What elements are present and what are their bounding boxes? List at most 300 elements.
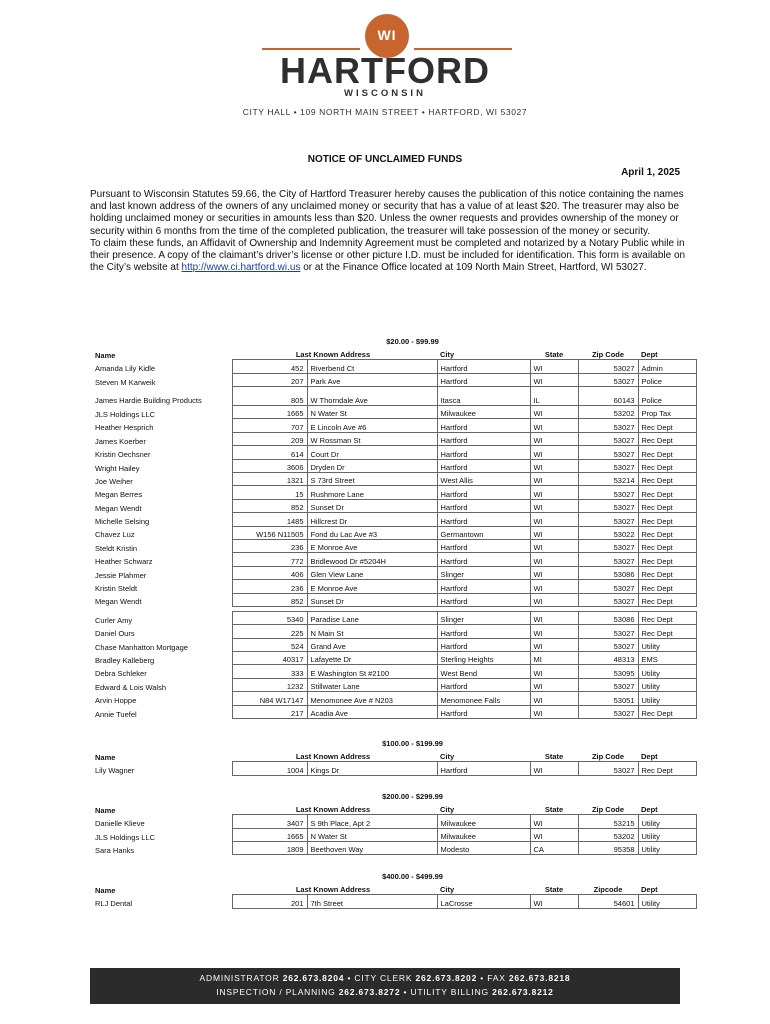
table-cell: WI [530,638,578,651]
contact-label: FAX [487,973,506,983]
table-row [92,665,696,678]
table-cell: Hartford [437,513,530,526]
table-row [92,611,696,624]
table-cell: WI [530,432,578,445]
notice-body [90,189,688,274]
table-cell: Arvin Hoppe [95,696,137,706]
table-cell: Megan Wendt [95,597,142,607]
table-cell: Chase Manhatton Mortgage [95,642,188,652]
table-cell: WI [530,406,578,419]
table-cell: Riverbend Ct [307,360,437,373]
seal-text: WI [377,27,397,43]
table-cell: Glen View Lane [307,566,437,579]
table-cell: 53027 [578,678,638,691]
table-cell: Rec Dept [638,566,696,579]
table-cell: Kristin Steldt [95,584,138,594]
table-cell: Hartford [437,459,530,472]
table-cell: 53202 [578,406,638,419]
table-cell: 40317 [232,652,307,665]
contact-phone: 262.673.8218 [508,973,571,983]
table-row [92,432,696,445]
table-cell: 236 [232,580,307,593]
contact-label: CITY CLERK [354,973,413,983]
table-cell: Rushmore Lane [307,486,437,499]
table-cell: Hartford [437,446,530,459]
table-cell: Beethoven Way [307,842,437,855]
table-cell: 1232 [232,678,307,691]
city-hall-address: CITY HALL • 109 NORTH MAIN STREET • HARTFORD, WI 53027 [242,107,528,117]
table-cell: Bridlewood Dr #5204H [307,553,437,566]
table-cell: Curler Amy [95,615,133,625]
table-row [92,842,696,855]
table-cell: Slinger [437,611,530,624]
table-cell: Amanda Lily Kidle [95,364,156,374]
contact-label: INSPECTION / PLANNING [216,987,336,997]
city-website-link[interactable]: http://www.ci.hartford.wi.us [181,262,301,274]
table-cell: Utility [638,678,696,691]
table-cell: WI [530,473,578,486]
table-cell: Bradley Kalleberg [95,655,155,665]
table-row [92,625,696,638]
table-cell: Lily Wagner [95,766,135,776]
table-cell: 53215 [578,815,638,828]
table-cell: Sunset Dr [307,499,437,512]
table-cell: WI [530,486,578,499]
table-cell: 53022 [578,526,638,539]
column-header: State [544,752,564,762]
table-cell: 53027 [578,638,638,651]
table-cell: 1004 [232,762,307,775]
column-header: City [440,752,455,762]
table-cell: S 9th Place, Apt 2 [307,815,437,828]
table-cell: Milwaukee [437,828,530,841]
funds-table-2 [92,735,697,776]
table-row [92,762,696,775]
column-header: Name [95,885,116,895]
table-cell: 1485 [232,513,307,526]
column-header: Last Known Address [295,885,371,895]
table-cell: 53027 [578,539,638,552]
notice-paragraph-2 [90,238,688,275]
table-cell: 53027 [578,499,638,512]
table-row [92,526,696,539]
table-cell: Chavez Luz [95,530,135,540]
table-cell: 53027 [578,593,638,606]
column-header: City [440,885,455,895]
table-cell: WI [530,446,578,459]
table-cell: Megan Berres [95,490,143,500]
table-cell: Hartford [437,762,530,775]
table-cell: Utility [638,815,696,828]
table-row [92,513,696,526]
table-cell: 201 [232,895,307,908]
table-cell: 5340 [232,611,307,624]
table-row [92,705,696,718]
table-cell: WI [530,459,578,472]
table-cell: Park Ave [307,373,437,386]
column-header: State [544,350,564,360]
table-cell: JLS Holdings LLC [95,832,156,842]
table-cell: Rec Dept [638,499,696,512]
table-cell: 53027 [578,553,638,566]
table-cell: WI [530,539,578,552]
table-row [92,473,696,486]
contact-phone: 262.673.8272 [338,987,401,997]
contact-label: UTILITY BILLING [410,987,489,997]
table-cell: WI [530,373,578,386]
table-cell: Heather Schwarz [95,557,153,567]
table-cell: 53051 [578,692,638,705]
table-cell: Rec Dept [638,432,696,445]
table-cell: 852 [232,499,307,512]
table-cell: 53027 [578,513,638,526]
table-cell: James Koerber [95,436,146,446]
table-cell: 53214 [578,473,638,486]
table-cell: 53027 [578,459,638,472]
column-header-row [92,801,696,814]
column-header-row [92,881,696,894]
table-cell: 53027 [578,486,638,499]
table-cell: Edward & Lois Walsh [95,682,167,692]
table-cell: Rec Dept [638,526,696,539]
table-cell: 48313 [578,652,638,665]
table-cell: E Monroe Ave [307,539,437,552]
table-cell: Hartford [437,625,530,638]
table-cell: WI [530,580,578,593]
table-cell: Rec Dept [638,611,696,624]
table-cell: CA [530,842,578,855]
table-cell: Modesto [437,842,530,855]
table-cell: 7th Street [307,895,437,908]
funds-table-4 [92,868,697,909]
amount-range-heading: $20.00 - $99.99 [386,337,439,347]
table-row [92,553,696,566]
table-cell: Slinger [437,566,530,579]
table-cell: Jessie Plahmer [95,570,147,580]
amount-range-row [92,788,696,801]
table-cell: Utility [638,692,696,705]
table-cell: Daniel Ours [95,629,135,639]
table-cell: Itasca [437,387,530,406]
table-cell: WI [530,566,578,579]
table-cell: 53095 [578,665,638,678]
table-cell: 53086 [578,611,638,624]
table-cell: 772 [232,553,307,566]
table-cell: WI [530,762,578,775]
table-row [92,692,696,705]
column-header: Name [95,752,116,762]
table-cell: Hartford [437,432,530,445]
table-cell: E Washington St #2100 [307,665,437,678]
table-cell: Hartford [437,638,530,651]
table-row [92,566,696,579]
table-cell: Joe Weiher [95,476,133,486]
table-row [92,360,696,373]
column-header: State [544,885,564,895]
table-cell: WI [530,593,578,606]
table-row [92,499,696,512]
amount-range-heading: $400.00 - $499.99 [382,872,443,882]
table-cell: 3606 [232,459,307,472]
column-header: Last Known Address [295,350,371,360]
table-cell: 1809 [232,842,307,855]
notice-title: NOTICE OF UNCLAIMED FUNDS [307,154,463,165]
column-header: City [440,350,455,360]
table-cell: WI [530,692,578,705]
table-cell: 852 [232,593,307,606]
table-cell: Rec Dept [638,446,696,459]
table-row [92,539,696,552]
table-cell: 54601 [578,895,638,908]
table-cell: 236 [232,539,307,552]
table-cell: WI [530,360,578,373]
table-cell: Hartford [437,499,530,512]
table-cell: 225 [232,625,307,638]
table-cell: Rec Dept [638,486,696,499]
table-row [92,593,696,606]
column-header: Dept [641,752,658,762]
table-cell: Annie Tuefel [95,709,137,719]
table-cell: N Water St [307,828,437,841]
table-cell: Hartford [437,486,530,499]
table-cell: N Water St [307,406,437,419]
contact-label: ADMINISTRATOR [199,973,280,983]
table-cell: MI [530,652,578,665]
table-cell: LaCrosse [437,895,530,908]
table-cell: 217 [232,705,307,718]
table-cell: Grand Ave [307,638,437,651]
table-cell: 1665 [232,406,307,419]
column-header: Zipcode [593,885,623,895]
table-cell: WI [530,513,578,526]
table-row [92,446,696,459]
table-cell: WI [530,526,578,539]
table-cell: 207 [232,373,307,386]
table-cell: Acadia Ave [307,705,437,718]
table-cell: 53027 [578,432,638,445]
table-cell: Rec Dept [638,705,696,718]
table-cell: N Main St [307,625,437,638]
table-cell: 406 [232,566,307,579]
table-cell: WI [530,553,578,566]
table-cell: Hillcrest Dr [307,513,437,526]
table-cell: Hartford [437,373,530,386]
column-header: Last Known Address [295,805,371,815]
table-cell: 53027 [578,419,638,432]
table-cell: 53027 [578,705,638,718]
table-cell: IL [530,387,578,406]
amount-range-row [92,735,696,748]
table-cell: Michelle Selsing [95,517,150,527]
table-cell: 53027 [578,580,638,593]
table-cell: 1321 [232,473,307,486]
table-row [92,459,696,472]
table-cell: Police [638,373,696,386]
table-cell: James Hardie Building Products [95,396,202,406]
table-cell: Wright Hailey [95,463,140,473]
table-cell: Hartford [437,593,530,606]
table-cell: 452 [232,360,307,373]
column-header: Dept [641,885,658,895]
table-cell: S 73rd Street [307,473,437,486]
table-row [92,815,696,828]
table-cell: Rec Dept [638,553,696,566]
amount-range-heading: $200.00 - $299.99 [382,792,443,802]
table-cell: Rec Dept [638,539,696,552]
table-cell: 95358 [578,842,638,855]
table-cell: Sara Hanks [95,845,135,855]
table-cell: 60143 [578,387,638,406]
column-header: Zip Code [591,752,625,762]
table-row [92,828,696,841]
table-cell: Hartford [437,580,530,593]
table-cell: WI [530,895,578,908]
table-cell: Rec Dept [638,625,696,638]
table-cell: Steldt Kristin [95,543,138,553]
table-cell: WI [530,828,578,841]
table-cell: N84 W17147 [232,692,307,705]
contact-phone: 262.673.8204 [282,973,345,983]
amount-range-row [92,868,696,881]
table-row [92,373,696,386]
table-cell: Rec Dept [638,419,696,432]
amount-range-heading: $100.00 - $199.99 [382,739,443,749]
table-cell: Rec Dept [638,473,696,486]
notice-paragraph-1: Pursuant to Wisconsin Statutes 59.66, the City of Hartford Treasurer hereby causes the publication of this notice containing the names and last known address of the owners of any unclaimed money or security that has a value of at least $20. The treasurer may also be holding unclaimed money or securities in amounts less than $20. Unless the owner requests and provides ownership of the money or security within 6 months from the time of the completed publication, the treasurer will take possession of the money or security. [90,189,684,237]
column-header: Name [95,350,116,360]
table-cell: West Allis [437,473,530,486]
table-cell: W156 N11505 [232,526,307,539]
table-cell: W Rossman St [307,432,437,445]
table-cell: Hartford [437,553,530,566]
table-cell: WI [530,499,578,512]
table-cell: Hartford [437,705,530,718]
column-header: City [440,805,455,815]
table-cell: Kristin Oechsner [95,450,151,460]
table-cell: Hartford [437,678,530,691]
table-cell: Rec Dept [638,459,696,472]
table-row [92,895,696,908]
table-cell: Rec Dept [638,580,696,593]
table-cell: WI [530,705,578,718]
table-cell: Sterling Heights [437,652,530,665]
table-cell: 53027 [578,762,638,775]
table-row [92,638,696,651]
table-cell: Danielle Klieve [95,819,145,829]
table-cell: 53202 [578,828,638,841]
table-cell: Sunset Dr [307,593,437,606]
city-name: HARTFORD [280,50,490,91]
table-cell: Hartford [437,360,530,373]
table-cell: WI [530,678,578,691]
table-cell: 707 [232,419,307,432]
table-cell: Lafayette Dr [307,652,437,665]
table-row [92,652,696,665]
footer-contact-bar [90,968,680,1004]
table-cell: Heather Hesprich [95,423,154,433]
column-header: Zip Code [591,350,625,360]
table-cell: RLJ Dental [95,899,133,909]
state-name: WISCONSIN [344,88,426,99]
table-cell: Menomonee Falls [437,692,530,705]
table-cell: JLS Holdings LLC [95,409,156,419]
funds-table-3 [92,788,697,855]
footer-line-1 [90,973,680,983]
table-cell: 53086 [578,566,638,579]
amount-range-row [92,333,696,346]
bullet-separator: • [477,973,488,983]
footer-line-2 [90,987,680,997]
table-cell: 53027 [578,360,638,373]
table-cell: 805 [232,387,307,406]
table-cell: West Bend [437,665,530,678]
table-cell: WI [530,665,578,678]
table-cell: WI [530,611,578,624]
letterhead [0,0,770,125]
table-cell: WI [530,419,578,432]
table-cell: Megan Wendt [95,503,142,513]
column-header: Last Known Address [295,752,371,762]
column-header-row [92,346,696,359]
table-row [92,580,696,593]
column-header: Dept [641,805,658,815]
funds-table-1 [92,333,697,719]
table-row [92,406,696,419]
table-cell: Utility [638,665,696,678]
table-cell: Fond du Lac Ave #3 [307,526,437,539]
table-cell: Rec Dept [638,593,696,606]
contact-phone: 262.673.8212 [492,987,554,997]
column-header-row [92,748,696,761]
table-cell: Kings Dr [307,762,437,775]
table-cell: Germantown [437,526,530,539]
table-cell: Rec Dept [638,513,696,526]
table-cell: Dryden Dr [307,459,437,472]
table-cell: Utility [638,828,696,841]
table-row [92,419,696,432]
table-cell: Paradise Lane [307,611,437,624]
column-header: Name [95,805,116,815]
table-cell: Milwaukee [437,406,530,419]
table-cell: WI [530,815,578,828]
table-cell: EMS [638,652,696,665]
table-cell: Stillwater Lane [307,678,437,691]
table-cell: Prop Tax [638,406,696,419]
table-cell: Debra Schleker [95,669,147,679]
table-cell: 3407 [232,815,307,828]
table-cell: 209 [232,432,307,445]
column-header: Zip Code [591,805,625,815]
table-cell: Hartford [437,419,530,432]
table-cell: Admin [638,360,696,373]
table-cell: Hartford [437,539,530,552]
table-cell: W Thorndale Ave [307,387,437,406]
table-cell: E Monroe Ave [307,580,437,593]
table-row [92,387,696,406]
table-cell: Rec Dept [638,762,696,775]
contact-phone: 262.673.8202 [415,973,478,983]
table-cell: 53027 [578,373,638,386]
table-row [92,486,696,499]
paragraph-2-text: To claim these funds, an Affidavit of Ownership and Indemnity Agreement must be completed and notarized by a Notary Public while in their presence. A copy of the claimant’s driver’s license or other picture I.D. must be included for identification. This form is available on the City’s website at [90,237,686,274]
table-cell: Court Dr [307,446,437,459]
table-cell: 1665 [232,828,307,841]
table-row [92,678,696,691]
table-cell: 53027 [578,446,638,459]
bullet-separator: • [344,973,355,983]
table-cell: 15 [232,486,307,499]
table-cell: 53027 [578,625,638,638]
